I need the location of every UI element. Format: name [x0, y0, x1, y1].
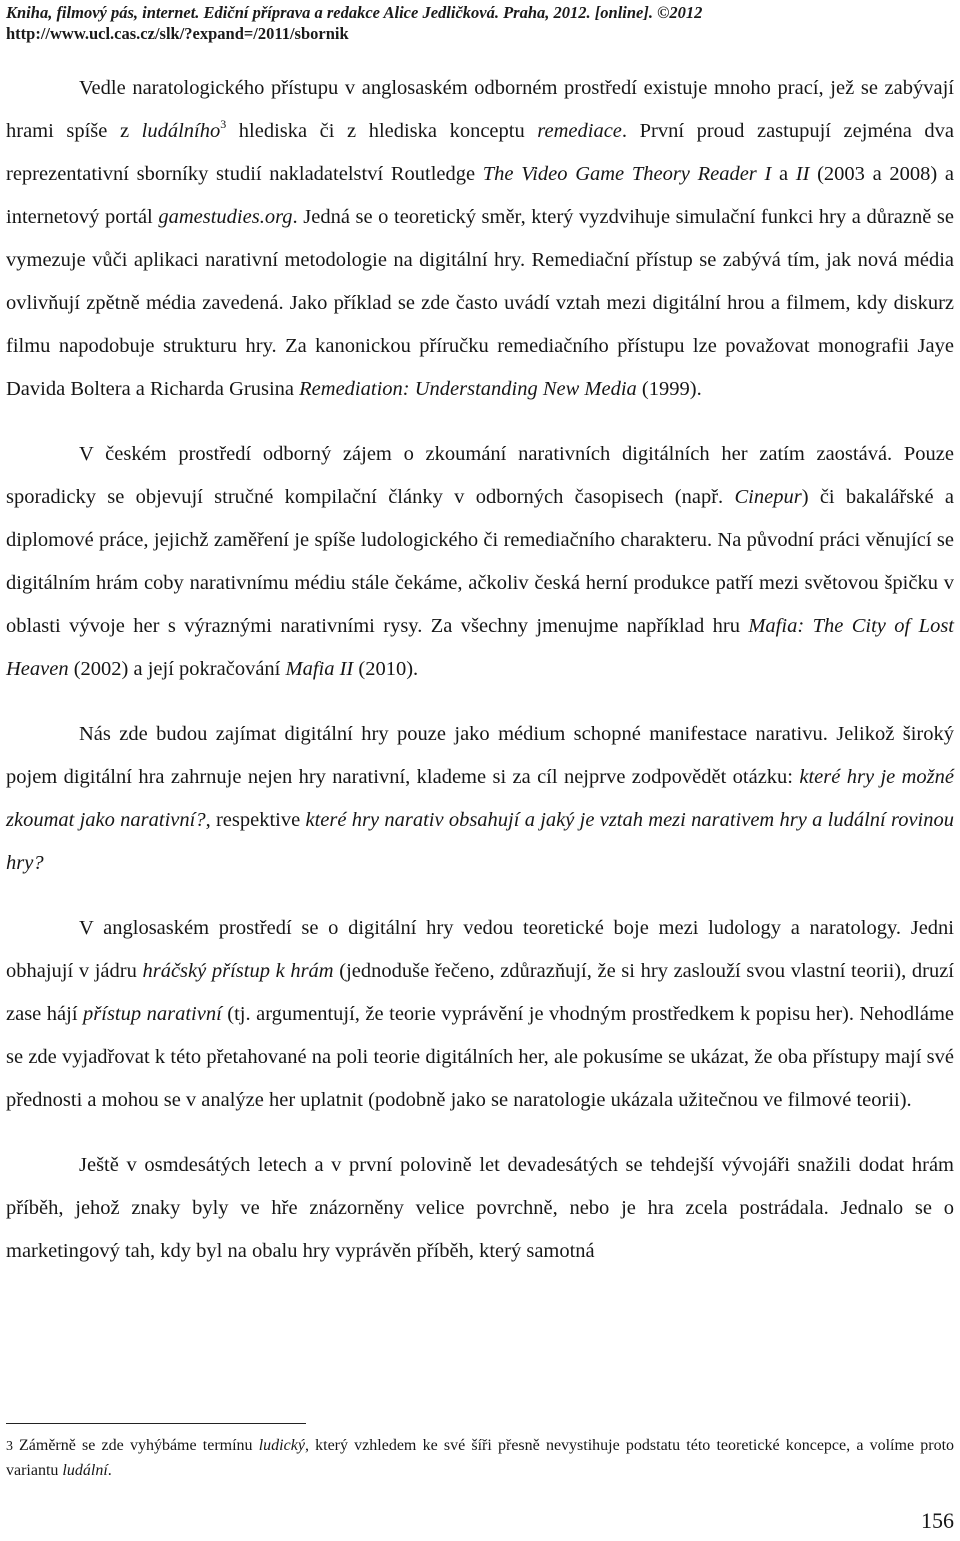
- paragraph-3: [6, 713, 954, 885]
- footnote-ref: 3: [220, 117, 227, 131]
- text-run: . Jedná se o teoretický směr, který vyzdvihuje simulační funkci hry a důrazně se vymezuje vůči aplikaci narativní metodologie na digitální hry. Remediační přístup se zabývá tím, jak nová média ovlivňují zpětně média zavedená. Jako příklad se zde často uvádí vztah mezi digitální hrou a filmem, kdy diskurz filmu napodobuje strukturu hry. Za kanonickou příručku remediačního přístupu lze považovat monografii Jaye Davida Boltera a Richarda Grusina: [6, 206, 954, 400]
- text-run: ) či bakalářské a diplomové práce, jejichž zaměření je spíše ludologického či remediačního charakteru. Na původní práci věnující se digitálním hrám coby narativnímu médiu stále čekáme, ačkoliv česká herní produkce patří mezi světovou špičku v oblasti vývoje her s výraznými narativními rysy. Za všechny jmenujme například hru: [6, 486, 954, 637]
- text-run: (2003 a 2008) a internetový portál: [6, 163, 954, 228]
- text-run: Záměrně se zde vyhýbáme termínu: [19, 1437, 259, 1454]
- paragraph-4: [6, 907, 954, 1122]
- footnote-text: [6, 1437, 954, 1479]
- text-run: , respektive: [205, 809, 306, 831]
- text-run: Vedle naratologického přístupu v anglosaském odborném prostředí existuje mnoho prací, jež se zabývají hrami spíše z: [6, 77, 954, 142]
- text-run: hlediska či z hlediska konceptu: [226, 120, 538, 142]
- text-run: V anglosaském prostředí se o digitální hry vedou teoretické boje mezi ludology a naratology. Jedni obhajují v jádru: [6, 917, 954, 982]
- italic-term: Mafia II: [285, 658, 354, 680]
- italic-term: Mafia: The City of Lost Heaven: [6, 615, 954, 680]
- text-run: (tj. argumentují, že teorie vyprávění je vhodným prostředkem k popisu her). Nehodláme se zde vyjadřovat k této přetahované na poli teorie digitálních her, ale pokusíme se ukázat, že oba přístupy mají své přednosti a mohou se v analýze her uplatnit (podobně jako se naratologie ukázala užitečnou ve filmové teorii).: [6, 1003, 954, 1111]
- text-run: Ještě v osmdesátých letech a v první polovině let devadesátých se tehdejší vývojáři snažili dodat hrám příběh, jehož znaky byly ve hře znázorněny velice povrchně, nebo je hra zcela postrádala. Jednalo se o marketingový tah, kdy byl na obalu hry vyprávěn příběh, který samotná: [6, 1154, 954, 1262]
- footnote-number: 3: [6, 1439, 13, 1454]
- footnote: [6, 1434, 954, 1483]
- header-citation: Kniha, filmový pás, internet. Ediční příprava a redakce Alice Jedličková. Praha, 2012. [online]. ©2012: [6, 3, 703, 22]
- paragraph-1: [6, 67, 954, 411]
- text-run: (2002) a její pokračování: [68, 658, 286, 680]
- text-run: a: [771, 163, 796, 185]
- italic-term: ludický: [258, 1437, 305, 1454]
- text-run: .: [107, 1462, 112, 1479]
- text-run: V českém prostředí odborný zájem o zkoumání narativních digitálních her zatím zaostává. Pouze sporadicky se objevují stručné kompilační články v odborných časopisech (např.: [6, 443, 954, 508]
- page-number: 156: [921, 1508, 954, 1533]
- paragraph-2: [6, 433, 954, 691]
- italic-term: hráčský přístup k hrám: [142, 960, 334, 982]
- text-run: , který vzhledem ke své šíři přesně nevystihuje podstatu této teoretické koncepce, a volíme proto variantu: [6, 1437, 955, 1479]
- italic-term: které hry je možné zkoumat jako narativní?: [6, 766, 954, 831]
- text-run: Nás zde budou zajímat digitální hry pouze jako médium schopné manifestace narativu. Jelikož široký pojem digitální hra zahrnuje nejen hry narativní, klademe si za cíl nejprve zodpovědět otázku:: [6, 723, 954, 788]
- italic-term: ludálního: [141, 120, 221, 142]
- italic-term: Cinepur: [734, 486, 802, 508]
- text-run: (1999).: [636, 378, 702, 400]
- footnote-divider: [6, 1423, 306, 1424]
- italic-term: Remediation: Understanding New Media: [299, 378, 637, 400]
- body-text: [6, 67, 954, 1295]
- paragraph-5: [6, 1144, 954, 1273]
- italic-term: které hry narativ obsahují a jaký je vztah mezi narativem hry a ludální rovinou hry?: [6, 809, 954, 874]
- italic-term: ludální: [62, 1462, 108, 1479]
- italic-term: remediace: [537, 120, 622, 142]
- italic-term: II: [795, 163, 810, 185]
- italic-term: gamestudies.org: [158, 206, 293, 228]
- italic-term: The Video Game Theory Reader I: [482, 163, 772, 185]
- header-url[interactable]: http://www.ucl.cas.cz/slk/?expand=/2011/sbornik: [6, 24, 349, 43]
- page-header: [6, 2, 702, 44]
- italic-term: přístup narativní: [83, 1003, 222, 1025]
- text-run: (jednoduše řečeno, zdůrazňují, že si hry zaslouží svou vlastní teorii), druzí zase hájí: [6, 960, 955, 1025]
- text-run: (2010).: [353, 658, 419, 680]
- text-run: . První proud zastupují zejména dva reprezentativní sborníky studií nakladatelství Routledge: [6, 120, 955, 185]
